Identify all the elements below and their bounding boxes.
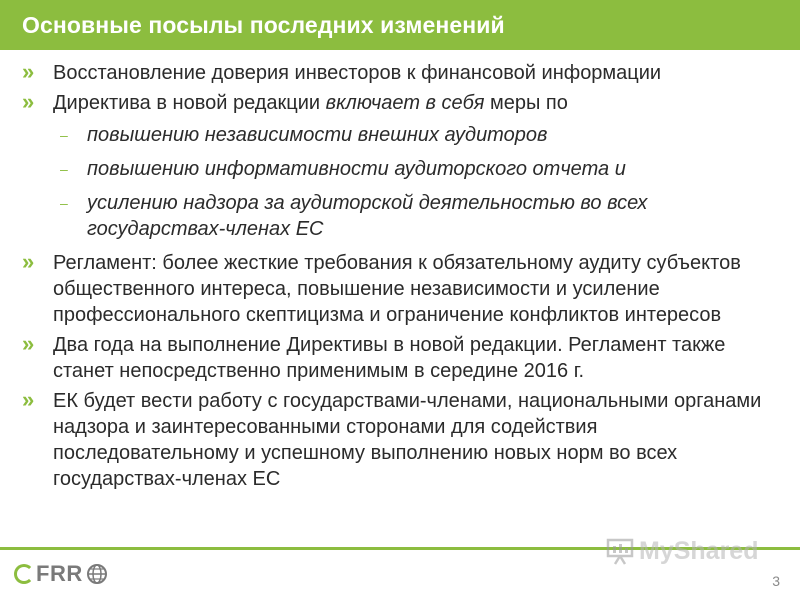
title-bar — [0, 0, 800, 50]
slide-title: Основные посылы последних изменений — [22, 11, 505, 38]
bullet-item — [0, 250, 800, 328]
sub-item — [0, 122, 800, 148]
bullet-text: Два года на выполнение Директивы в новой редакции. Регламент также станет непосредственно применимым в середине 2016 г. — [53, 334, 726, 382]
cfrr-logo — [14, 561, 108, 587]
logo-ring-icon — [14, 564, 34, 584]
bullet-text-italic: включает в себя — [325, 92, 485, 114]
bullet-text — [53, 92, 568, 114]
bullet-item — [0, 332, 800, 384]
myshared-watermark — [605, 536, 758, 566]
bullet-text: ЕК будет вести работу с государствами-членами, национальными органами надзора и заинтересованными сторонами для содействия последовательному и успешному выполнению новых норм во всех государствах-членах ЕС — [53, 390, 762, 490]
sub-marker: – — [60, 195, 68, 211]
sub-list — [0, 122, 800, 242]
bullet-text-prefix: Директива в новой редакции — [53, 92, 326, 114]
bullet-text-suffix: меры по — [484, 92, 568, 114]
bullet-text: Восстановление доверия инвесторов к финансовой информации — [53, 62, 662, 84]
bullet-marker: » — [22, 249, 35, 274]
bullet-marker: » — [22, 387, 35, 412]
bullet-item — [0, 388, 800, 492]
bullet-marker: » — [22, 331, 35, 356]
bullet-item — [0, 60, 800, 86]
sub-item — [0, 190, 800, 242]
presentation-board-icon — [605, 536, 635, 566]
bullet-marker: » — [22, 59, 35, 84]
sub-item — [0, 156, 800, 182]
globe-icon — [86, 563, 108, 585]
bullet-marker: » — [22, 89, 35, 114]
bullet-item — [0, 90, 800, 116]
sub-marker: – — [60, 127, 68, 143]
bullet-text: Регламент: более жесткие требования к обязательному аудиту субъектов общественного интереса, повышение независимости и усиление профессионального скептицизма и ограничение конфликтов интересов — [53, 252, 741, 326]
logo-text: FRR — [36, 561, 83, 586]
sub-marker: – — [60, 161, 68, 177]
sub-item-text: повышению информативности аудиторского отчета и — [87, 158, 626, 180]
sub-item-text: усилению надзора за аудиторской деятельностью во всех государствах-членах ЕС — [87, 192, 648, 240]
sub-item-text: повышению независимости внешних аудиторов — [87, 124, 548, 146]
slide-content — [0, 56, 800, 496]
page-number: 3 — [772, 573, 780, 589]
watermark-text: MyShared — [639, 536, 759, 565]
